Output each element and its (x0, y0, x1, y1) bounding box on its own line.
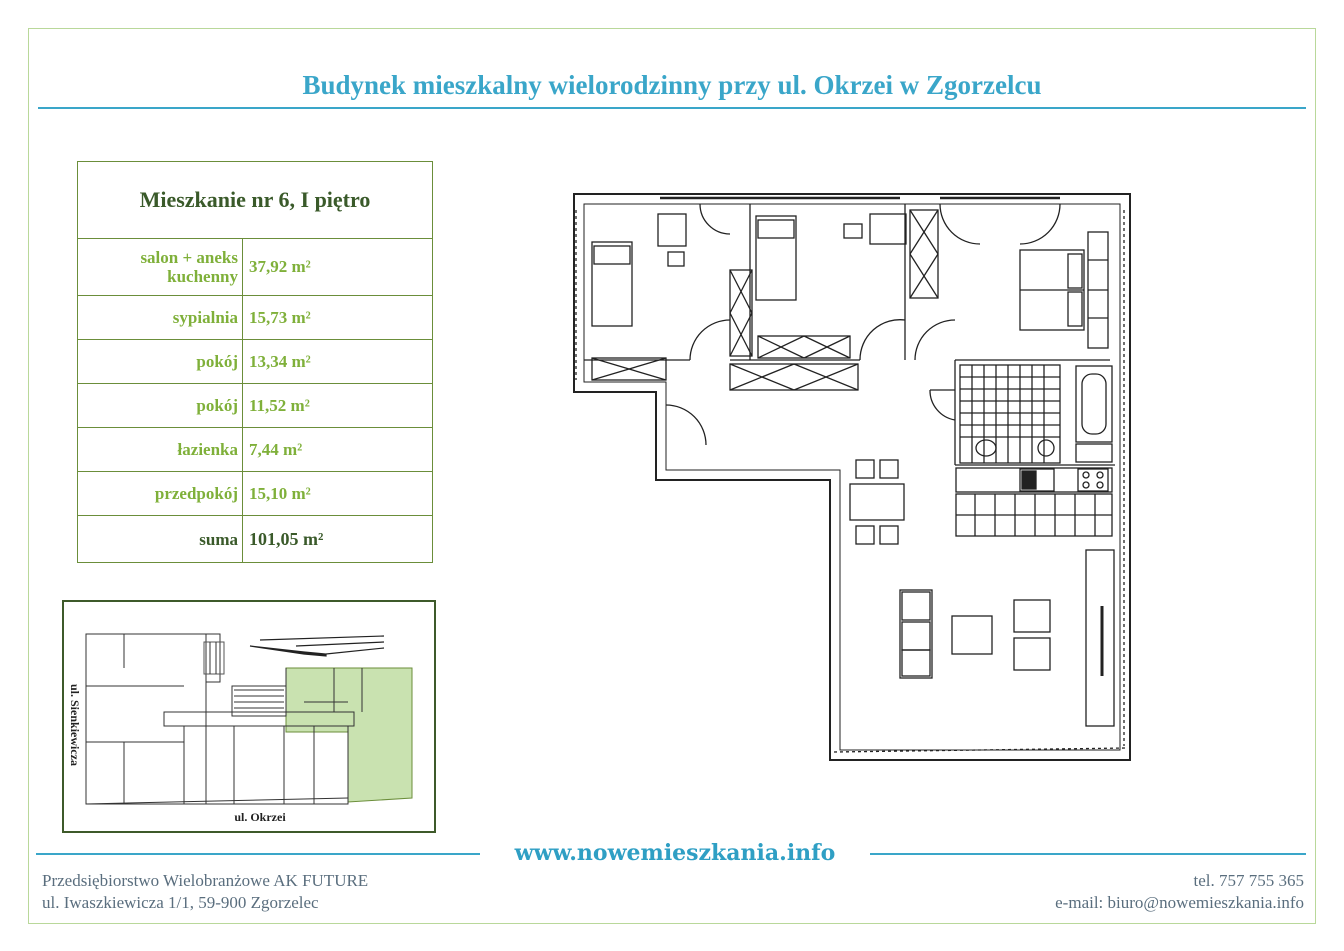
street-label-okrzei: ul. Okrzei (234, 810, 286, 824)
room-label: przedpokój (78, 472, 243, 516)
room-label: sypialnia (78, 296, 243, 340)
table-row (78, 472, 433, 516)
website-link[interactable]: www.nowemieszkania.info (480, 840, 870, 866)
apartment-highlight (286, 668, 412, 802)
contact-info (1055, 870, 1304, 914)
company-address: ul. Iwaszkiewicza 1/1, 59-900 Zgorzelec (42, 893, 319, 912)
footer-divider-left (36, 853, 482, 855)
room-area: 37,92 m² (243, 239, 433, 296)
room-label: salon + aneks kuchenny (78, 239, 243, 296)
table-row (78, 428, 433, 472)
site-map (62, 600, 436, 833)
title-divider (38, 107, 1306, 109)
street-label-sienkiewicza: ul. Sienkiewicza (68, 683, 82, 766)
total-label: suma (78, 516, 243, 563)
room-area: 13,34 m² (243, 340, 433, 384)
room-area: 7,44 m² (243, 428, 433, 472)
footer-divider-right (862, 853, 1306, 855)
room-area: 11,52 m² (243, 384, 433, 428)
table-row (78, 340, 433, 384)
floor-plan (560, 180, 1140, 774)
room-area: 15,73 m² (243, 296, 433, 340)
floor-plan-drawing (560, 180, 1140, 770)
table-row (78, 384, 433, 428)
total-area: 101,05 m² (243, 516, 433, 563)
room-label: pokój (78, 384, 243, 428)
table-row (78, 296, 433, 340)
apartment-title: Mieszkanie nr 6, I piętro (78, 162, 433, 239)
room-label: pokój (78, 340, 243, 384)
company-info (42, 870, 368, 914)
total-row (78, 516, 433, 563)
room-label: łazienka (78, 428, 243, 472)
company-name: Przedsiębiorstwo Wielobranżowe AK FUTURE (42, 871, 369, 890)
phone-number: tel. 757 755 365 (1193, 871, 1304, 890)
room-area: 15,10 m² (243, 472, 433, 516)
site-map-drawing (64, 602, 434, 831)
page-title: Budynek mieszkalny wielorodzinny przy ul. Okrzei w Zgorzelcu (302, 70, 1042, 100)
area-table (77, 161, 433, 563)
email-address[interactable]: e-mail: biuro@nowemieszkania.info (1055, 893, 1304, 912)
table-row (78, 239, 433, 296)
